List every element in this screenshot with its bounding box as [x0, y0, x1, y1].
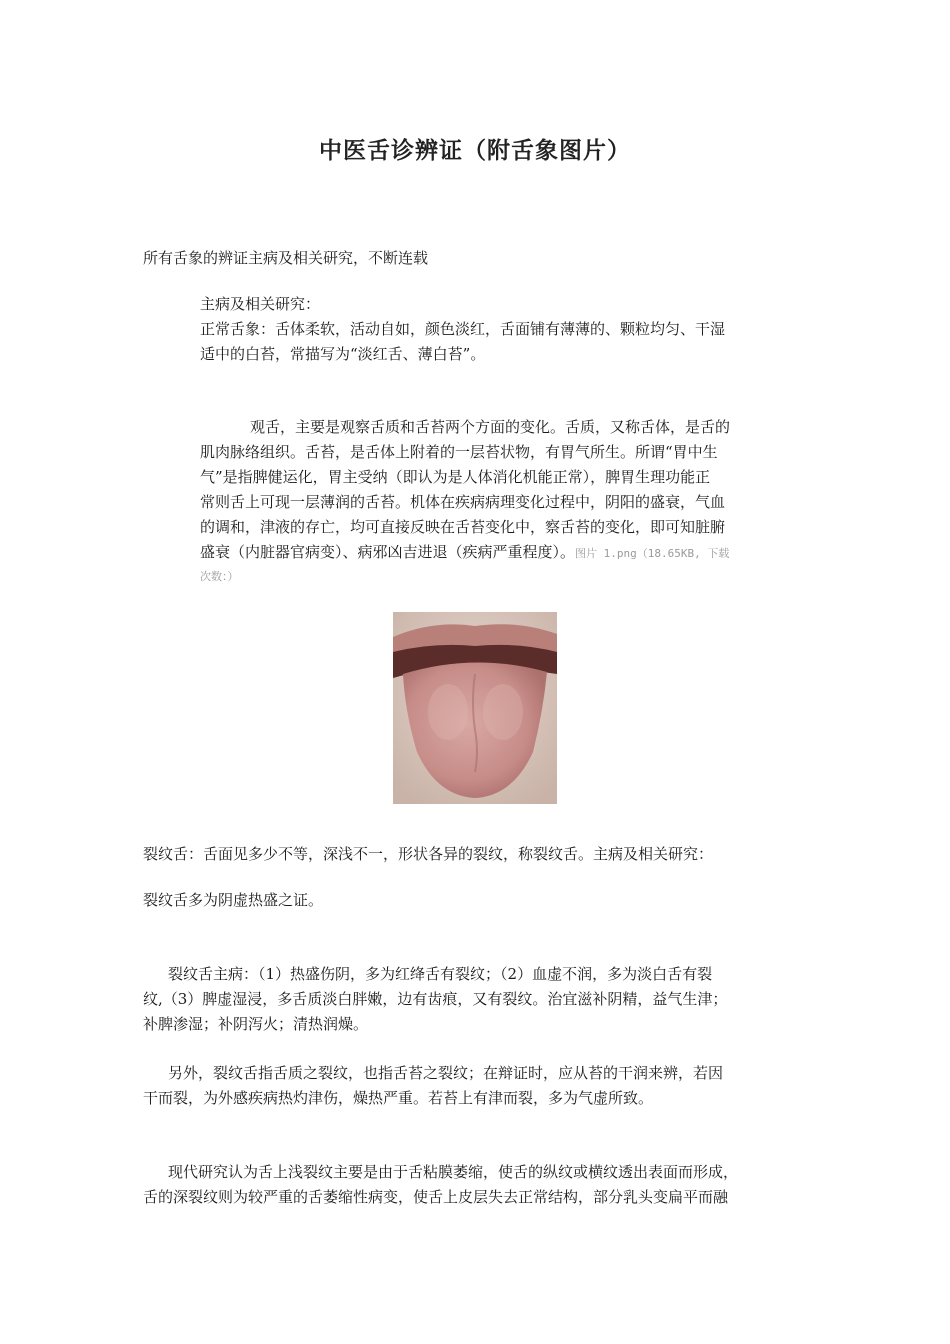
observation-line: 肌肉脉络组织。舌苔，是舌体上附着的一层苔状物，有胃气所生。所谓“胃中生	[200, 443, 718, 461]
observation-line-text: 盛衰（内脏器官病变）、病邪凶吉进退（疾病严重程度）。	[200, 543, 576, 561]
section-heading: 主病及相关研究：	[200, 295, 321, 313]
attachment-link[interactable]: 图片 1.png	[575, 547, 637, 560]
intro-text: 所有舌象的辨证主病及相关研究，不断连载	[143, 249, 429, 267]
observation-line: 观舌，主要是观察舌质和舌苔两个方面的变化。舌质，又称舌体，是舌的	[250, 418, 731, 436]
modern-research-line: 现代研究认为舌上浅裂纹主要是由于舌粘膜萎缩，使舌的纵纹或横纹透出表面而形成，	[168, 1163, 739, 1181]
modern-research-line: 舌的深裂纹则为较严重的舌萎缩性病变，使舌上皮层失去正常结构，部分乳头变扁平而融	[143, 1188, 729, 1206]
crack-disease-line: 裂纹舌主病：（1）热盛伤阴，多为红绛舌有裂纹；（2）血虚不润，多为淡白舌有裂	[168, 965, 713, 983]
crack-other-line: 另外，裂纹舌指舌质之裂纹，也指舌苔之裂纹；在辩证时，应从苔的干润来辨，若因	[168, 1064, 724, 1082]
observation-line: 常则舌上可现一层薄润的舌苔。机体在疾病病理变化过程中，阴阳的盛衰，气血	[200, 493, 726, 511]
observation-line: 气”是指脾健运化，胃主受纳（即认为是人体消化机能正常），脾胃生理功能正	[200, 468, 711, 486]
crack-disease-line: 纹,（3）脾虚湿浸，多舌质淡白胖嫩，边有齿痕，又有裂纹。治宜滋补阴精，益气生津；	[143, 990, 728, 1008]
attachment-meta: （18.65KB, 下载	[636, 547, 730, 560]
crack-tongue-summary: 裂纹舌多为阴虚热盛之证。	[143, 891, 324, 909]
observation-line	[200, 540, 729, 566]
crack-disease-line: 补脾渗湿；补阴泻火；清热润燥。	[143, 1015, 369, 1033]
tongue-photo	[393, 612, 557, 804]
crack-other-line: 干而裂，为外感疾病热灼津伤，燥热严重。若苔上有津而裂，多为气虚所致。	[143, 1089, 654, 1107]
crack-tongue-definition: 裂纹舌：舌面见多少不等，深浅不一，形状各异的裂纹，称裂纹舌。主病及相关研究：	[143, 845, 714, 863]
normal-tongue-line: 正常舌象：舌体柔软，活动自如，颜色淡红，舌面铺有薄薄的、颗粒均匀、干湿	[200, 320, 726, 338]
attachment-meta-cont: 次数：）	[200, 570, 239, 583]
page-title: 中医舌诊辨证（附舌象图片）	[319, 137, 631, 164]
normal-tongue-line: 适中的白苔，常描写为“淡红舌、薄白苔”。	[200, 345, 486, 363]
observation-line: 的调和，津液的存亡，均可直接反映在舌苔变化中，察舌苔的变化，即可知脏腑	[200, 518, 726, 536]
